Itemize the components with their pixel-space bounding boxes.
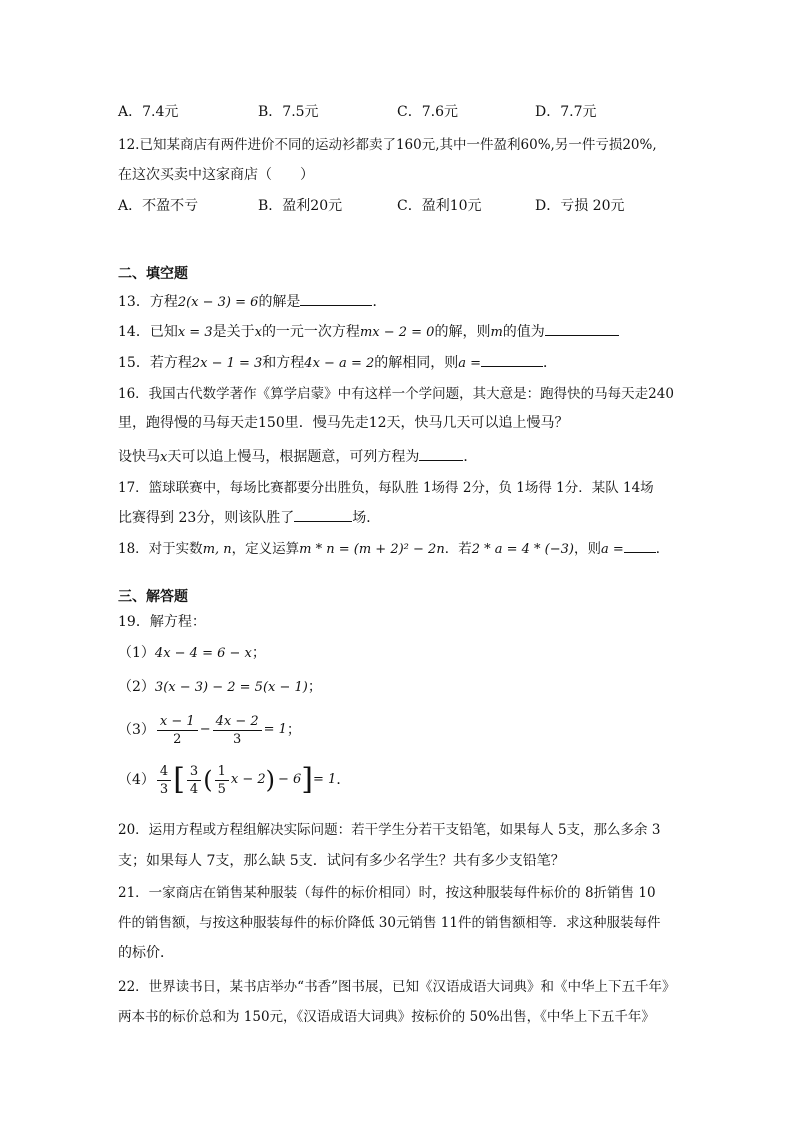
q19-part2-equation: 3(x − 3) − 2 = 5(x − 1) [154,680,308,695]
q13-prefix: 13．方程 [118,294,178,310]
q14-variable-2: m [490,325,503,340]
q19-part3-numerator-1: x − 1 [157,713,198,731]
q19-part3-numerator-2: 4x − 2 [213,713,262,731]
q11-option-d: D．7.7元 [535,104,597,120]
q20-line2: 支；如果每人 7支，那么缺 5支．试问有多少名学生？共有多少支铅笔？ [118,853,565,869]
q18-prefix: 18．对于实数 [118,541,203,557]
q19-part4-numerator-1: 4 [157,763,171,781]
q19-part4-minus-six: − 6 [278,772,302,787]
q20-line1: 20．运用方程或方程组解决实际问题：若干学生分若干支铅笔，如果每人 5支，那么多余 3 [118,822,661,838]
q14-suffix: 的值为 [502,324,545,340]
q19-part1-end: ； [251,645,266,661]
q12-line1: 12.已知某商店有两件进价不同的运动衫都卖了160元,其中一件盈利60%,另一件亏损20%, [118,137,657,153]
q13-end: ． [372,294,387,310]
q19-part4-denominator-2: 4 [189,781,199,797]
q14 [118,321,619,343]
q15-text-1: 和方程 [262,355,305,371]
q17-line2-suffix: 场． [352,510,381,526]
q16-answer-blank[interactable] [419,446,463,461]
q19-part3-rhs: = 1 [263,722,287,737]
q21-line1: 21．一家商店在销售某种服装（每件的标价相同）时，按这种服装每件标价的 8折销售 10 [118,885,656,901]
q18-answer-blank[interactable] [624,538,656,553]
q19-part4-numerator-2: 3 [187,763,201,781]
q15-equation-1: 2x − 1 = 3 [191,356,263,371]
q19-part4-right-paren-outer: ) [265,766,275,794]
q11-option-b: B．7.5元 [258,104,319,120]
q18-condition: 2 * a = 4 * (−3) [471,542,574,557]
q18-end: ． [655,541,670,557]
q15-prefix: 15．若方程 [118,355,192,371]
q21-line2: 件的销售额，与按这种服装每件的标价降低 30元销售 11件的销售额相等．求这种服装每件 [118,915,661,931]
q17-line2-prefix: 比赛得到 23分，则该队胜了 [118,510,295,526]
q12-line2: 在这次买卖中这家商店（ ） [118,167,314,183]
q19-part2-label: （2） [118,679,155,695]
q19-part1 [118,643,266,664]
section-title-solutions: 三、解答题 [118,589,188,605]
q19-part4-fraction-1 [157,763,171,798]
q19-part4-fraction-3 [215,763,229,798]
q16-end: ． [463,449,478,465]
q19-part4-inner-term: x − 2 [230,772,266,787]
q18-text-1: ，定义运算 [231,541,300,557]
q16-line3 [118,446,477,468]
q12-option-b: B．盈利20元 [258,198,343,214]
q22-line1: 22．世界读书日，某书店举办“书香”图书展，已知《汉语成语大词典》和《中华上下五千年》 [118,979,676,995]
q21-line3: 的标价． [118,945,174,961]
q13 [118,291,386,313]
q19-part4-fraction-2 [187,763,201,798]
q14-answer-blank[interactable] [545,321,619,336]
q19-part3-denominator-2: 3 [232,731,242,747]
q11-option-c: C．7.6元 [397,104,458,120]
q19-part1-equation: 4x − 4 = 6 − x [154,646,252,661]
q14-equation-1: x = 3 [177,325,213,340]
q19-part2 [118,677,322,698]
q22-line2: 两本书的标价总和为 150元，《汉语成语大词典》按标价的 50%出售，《中华上下五千年》 [118,1009,655,1025]
q13-suffix: 的解是 [258,294,301,310]
q15-end: ． [543,355,558,371]
q18-definition: m * n = (m + 2)² − 2n [299,542,445,557]
q19-part4-denominator-1: 3 [159,781,169,797]
q12-option-c: C．盈利10元 [397,198,482,214]
q18-text-3: ，则 [574,541,601,557]
q19-part3-fraction-1 [157,713,198,748]
q16-line2: 里，跑得慢的马每天走150里．慢马先走12天，快马几天可以追上慢马？ [118,415,569,431]
q14-text-2: 的一元一次方程 [261,324,360,340]
q19-part4 [118,760,350,800]
q14-text-1: 是关于 [212,324,255,340]
q15-equation-2: 4x − a = 2 [304,356,375,371]
q14-prefix: 14．已知 [118,324,178,340]
q19-part3-label: （3） [118,722,155,738]
q19-part4-end: ． [336,772,351,788]
q14-variable: x [254,325,262,340]
q17-answer-blank[interactable] [294,507,352,522]
q19-part4-left-bracket: [ [173,762,185,797]
q19-part4-right-bracket: ] [301,762,314,797]
q19-part4-label: （4） [118,772,155,788]
section-title-fill-in: 二、填空题 [118,266,188,282]
q18 [118,538,669,560]
q14-text-3: 的解，则 [434,324,491,340]
q11-option-a: A．7.4元 [118,104,179,120]
q19-part3-fraction-2 [213,713,262,748]
q15-text-2: 的解相同，则 [374,355,459,371]
q19-part4-denominator-3: 5 [217,781,226,797]
q17-line1: 17．篮球联赛中，每场比赛都要分出胜负，每队胜 1场得 2分，负 1场得 1分．某队 14场 [118,480,654,496]
q13-equation: 2(x − 3) = 6 [177,295,259,310]
q19-part4-rhs: = 1 [313,772,337,787]
q19-part1-label: （1） [118,645,155,661]
q16-variable: x [160,450,168,465]
q13-answer-blank[interactable] [300,291,372,306]
q19-part4-numerator-3: 1 [215,763,229,781]
q14-equation-2: mx − 2 = 0 [359,325,435,340]
q12-option-a: A．不盈不亏 [118,198,199,214]
q18-text-2: ．若 [444,541,472,557]
q19-part3-denominator-1: 2 [173,731,182,747]
q12-option-d: D．亏损 20元 [535,198,625,214]
q16-line3-suffix: 天可以追上慢马，根据题意，可列方程为 [167,449,420,465]
q19-part2-end: ； [307,679,322,695]
q19-part4-left-paren-outer: ( [203,766,213,794]
q16-line3-prefix: 设快马 [118,449,160,465]
q15-equation-3: a = [458,356,482,371]
q15-answer-blank[interactable] [481,352,543,367]
q19-title: 19．解方程： [118,614,206,630]
q19-part3-end: ； [286,722,301,738]
q18-variable: a = [601,542,624,557]
q15 [118,352,557,374]
q19-part3-minus: − [199,722,211,737]
q17-line2 [118,507,380,528]
q19-part3 [118,710,301,750]
q18-variables: m, n [202,542,232,557]
q16-line1: 16．我国古代数学著作《算学启蒙》中有这样一个学问题，其大意是：跑得快的马每天走240 [118,386,674,402]
